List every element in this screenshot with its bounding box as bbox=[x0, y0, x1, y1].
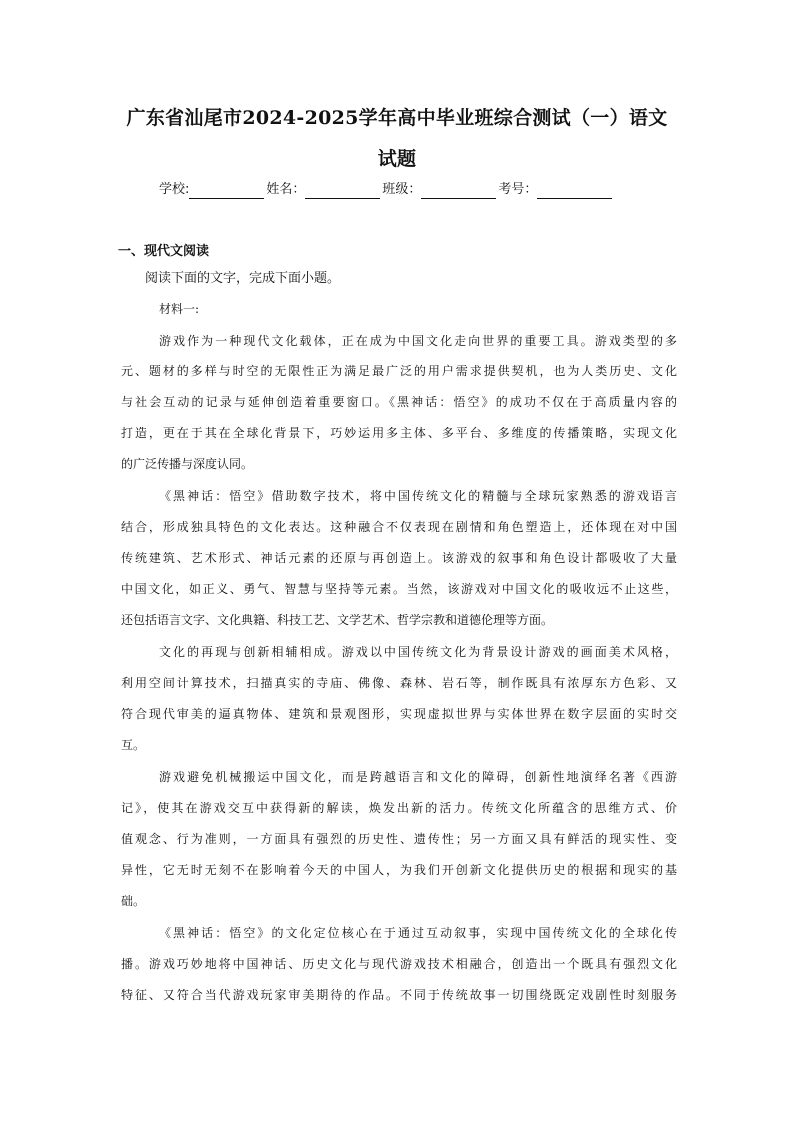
body-line: 传统建筑、艺术形式、神话元素的还原与再创造上。该游戏的叙事和角色设计都吸收了大量 bbox=[121, 551, 677, 565]
body-line: 播。游戏巧妙地将中国神话、历史文化与现代游戏技术相融合，创造出一个既具有强烈文化 bbox=[121, 957, 677, 971]
material-label: 材料一: bbox=[159, 302, 200, 316]
body-line: 互。 bbox=[121, 738, 146, 752]
body-line: 元、题材的多样与时空的无限性正为满足最广泛的用户需求提供契机，也为人类历史、文化 bbox=[121, 364, 677, 378]
section-heading: 一、现代文阅读 bbox=[118, 244, 210, 259]
body-line: 异性，它无时无刻不在影响着今天的中国人，为我们开创新文化提供历史的根据和现实的基 bbox=[121, 863, 677, 877]
body-line: 记》，使其在游戏交互中获得新的解读，焕发出新的活力。传统文化所蕴含的思维方式、价 bbox=[121, 801, 677, 815]
body-line: 游戏避免机械搬运中国文化，而是跨越语言和文化的障碍，创新性地演绎名著《西游 bbox=[159, 770, 677, 784]
body-line: 与社会互动的记录与延伸创造着重要窗口。《黑神话：悟空》的成功不仅在于高质量内容的 bbox=[121, 395, 677, 409]
body-line: 打造，更在于其在全球化背景下，巧妙运用多主体、多平台、多维度的传播策略，实现文化 bbox=[121, 426, 677, 440]
body-line: 符合现代审美的逼真物体、建筑和景观图形，实现虚拟世界与实体世界在数字层面的实时交 bbox=[121, 707, 677, 721]
name-blank[interactable] bbox=[305, 184, 380, 199]
body-line: 特征、又符合当代游戏玩家审美期待的作品。不同于传统故事一切围绕既定戏剧性时刻服务 bbox=[121, 988, 677, 1002]
body-line: 《黑神话：悟空》借助数字技术，将中国传统文化的精髓与全球玩家熟悉的游戏语言 bbox=[159, 489, 677, 503]
class-blank[interactable] bbox=[421, 184, 496, 199]
body-line: 文化的再现与创新相辅相成。游戏以中国传统文化为背景设计游戏的画面美术风格， bbox=[159, 645, 677, 659]
document-title-line-1: 广东省汕尾市2024-2025学年高中毕业班综合测试（一）语文 bbox=[126, 107, 668, 129]
name-label: 姓名： bbox=[266, 182, 306, 197]
class-label: 班级： bbox=[382, 182, 422, 197]
body-line: 值观念、行为准则，一方面具有强烈的历史性、遗传性；另一方面又具有鲜活的现实性、变 bbox=[121, 832, 677, 846]
body-line: 中国文化，如正义、勇气、智慧与坚持等元素。当然，该游戏对中国文化的吸收远不止这些， bbox=[121, 582, 677, 596]
body-line: 的广泛传播与深度认同。 bbox=[121, 457, 254, 471]
exam-number-label: 考号： bbox=[498, 182, 538, 197]
school-label: 学校: bbox=[159, 182, 190, 197]
school-blank[interactable] bbox=[189, 184, 264, 199]
body-line: 还包括语言文字、文化典籍、科技工艺、文学艺术、哲学宗教和道德伦理等方面。 bbox=[121, 613, 554, 627]
student-info-row bbox=[159, 181, 614, 199]
reading-instruction: 阅读下面的文字，完成下面小题。 bbox=[145, 271, 341, 286]
body-line: 础。 bbox=[121, 894, 146, 908]
exam-number-blank[interactable] bbox=[537, 184, 612, 199]
body-line: 利用空间计算技术，扫描真实的寺庙、佛像、森林、岩石等，制作既具有浓厚东方色彩、又 bbox=[121, 676, 677, 690]
body-line: 《黑神话：悟空》的文化定位核心在于通过互动叙事，实现中国传统文化的全球化传 bbox=[159, 926, 677, 940]
body-line: 结合，形成独具特色的文化表达。这种融合不仅表现在剧情和角色塑造上，还体现在对中国 bbox=[121, 520, 677, 534]
body-line: 游戏作为一种现代文化载体，正在成为中国文化走向世界的重要工具。游戏类型的多 bbox=[159, 334, 677, 348]
document-title-line-2: 试题 bbox=[377, 148, 417, 170]
